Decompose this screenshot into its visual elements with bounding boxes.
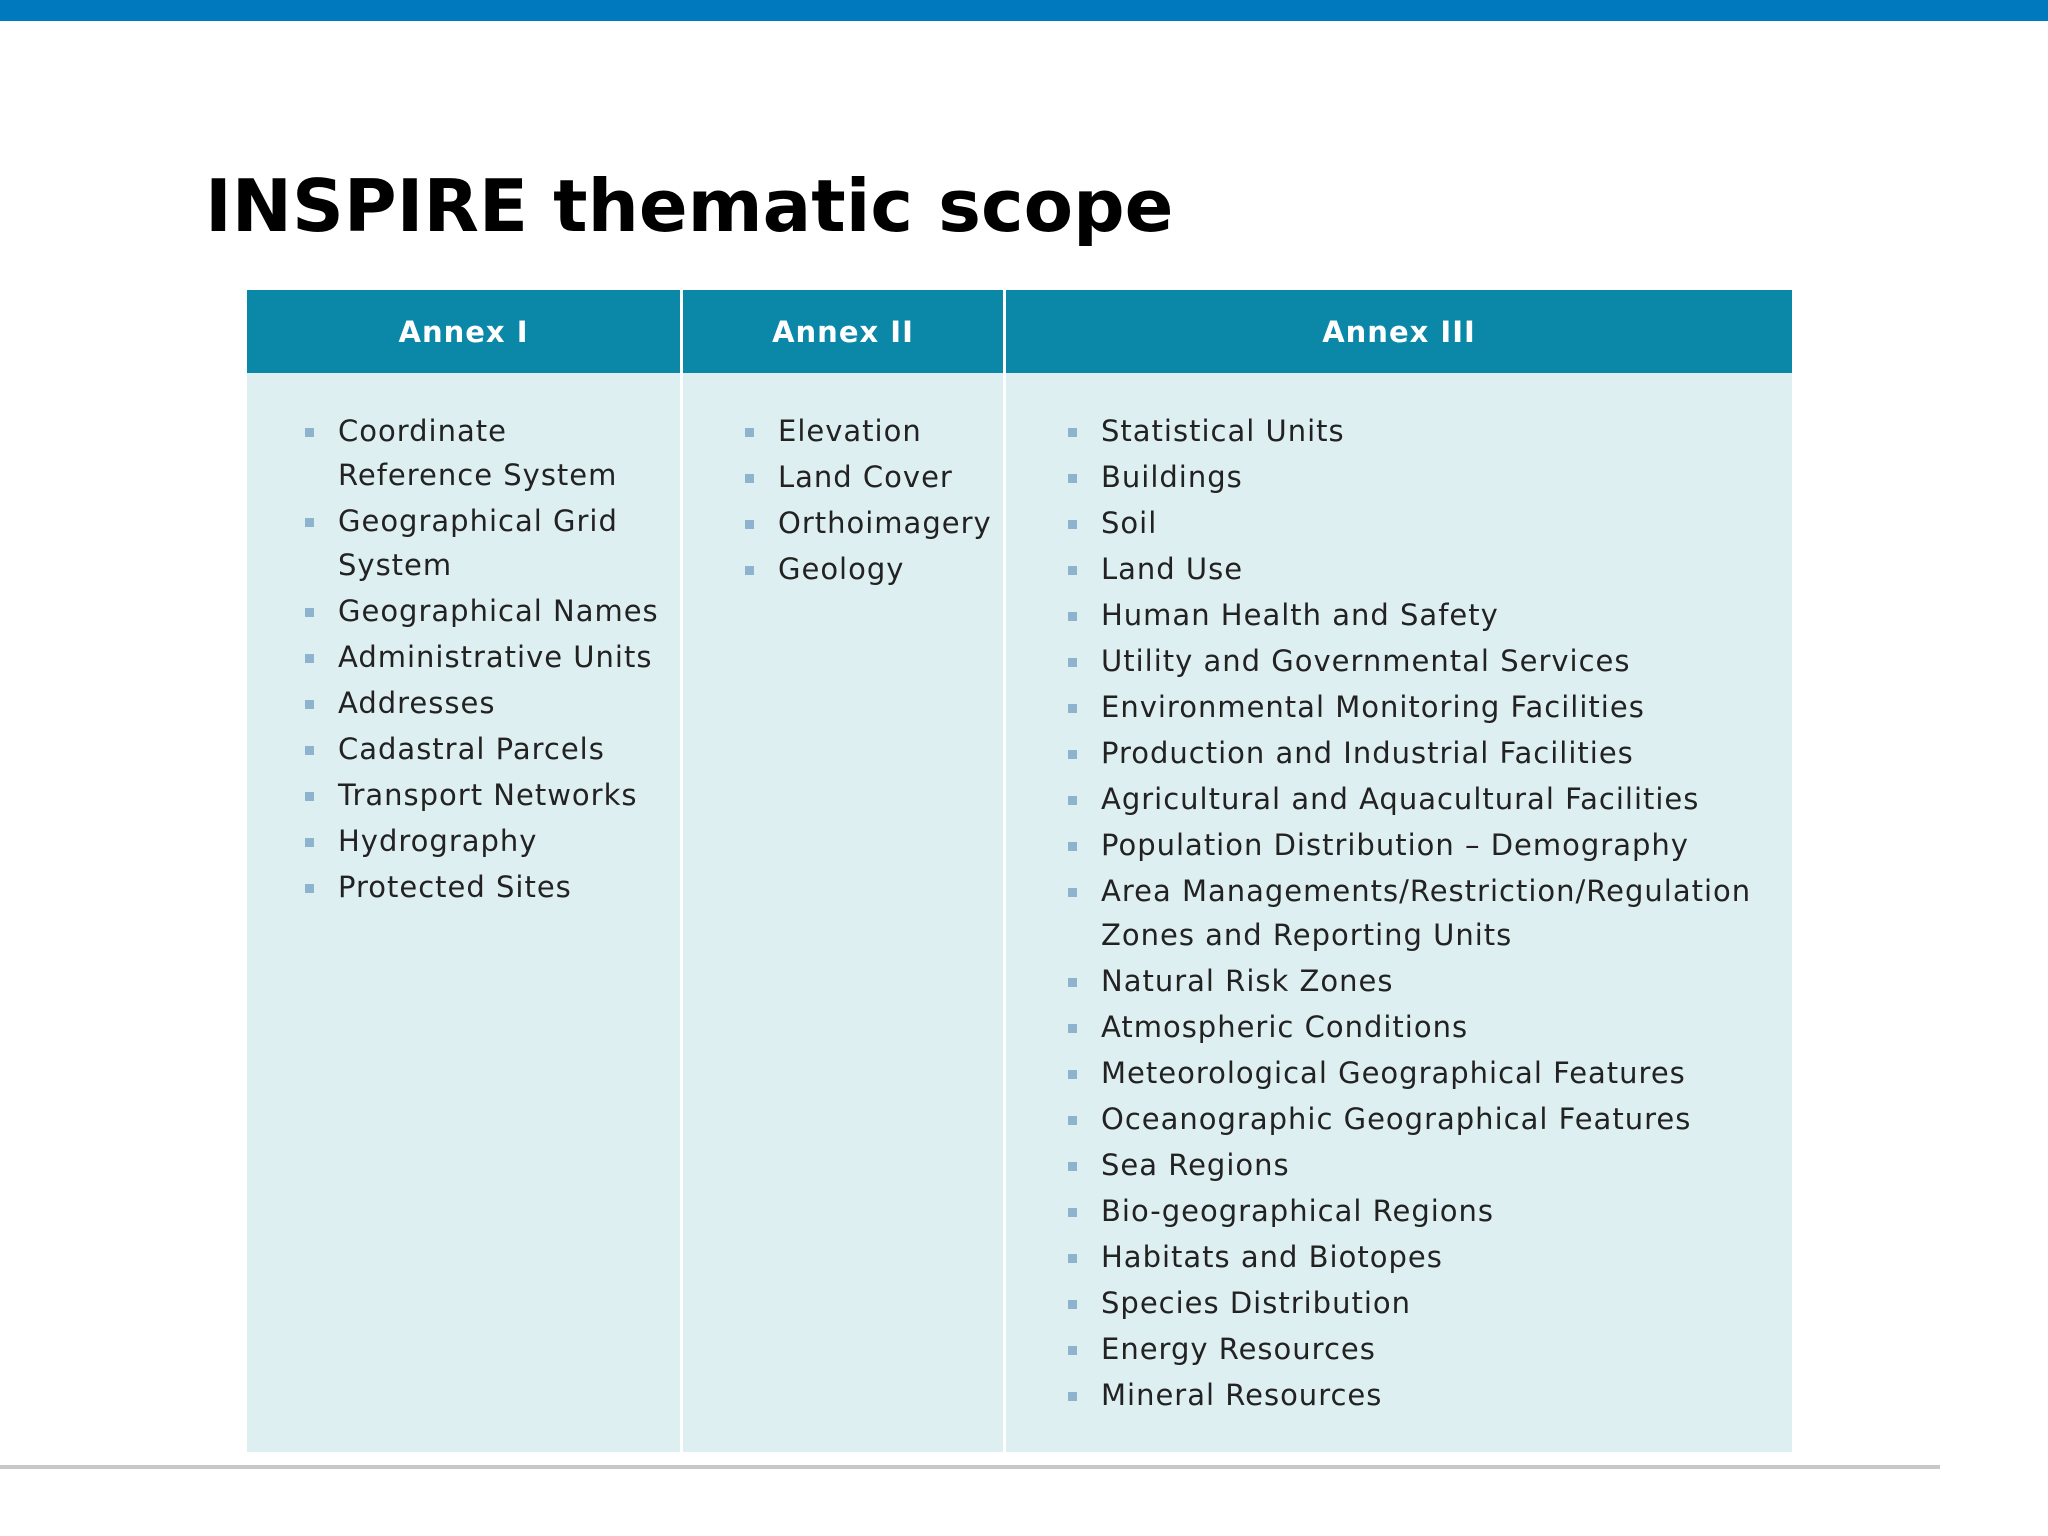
list-item [1068, 1373, 1782, 1417]
list-item-label: Utility and Governmental Services [1101, 644, 1631, 678]
list-item [1068, 1327, 1782, 1371]
list-item [1068, 455, 1782, 499]
square-bullet-icon [1068, 1116, 1077, 1125]
annex-3-column [1006, 290, 1792, 1452]
square-bullet-icon [1068, 978, 1077, 987]
list-item-label: Bio-geographical Regions [1101, 1194, 1495, 1228]
list-item-label: Agricultural and Aquacultural Facilities [1101, 782, 1700, 816]
list-item [1068, 593, 1782, 637]
square-bullet-icon [1068, 1254, 1077, 1263]
square-bullet-icon [305, 746, 314, 755]
top-accent-bar [0, 0, 2048, 21]
list-item [305, 635, 670, 679]
square-bullet-icon [305, 518, 314, 527]
square-bullet-icon [305, 884, 314, 893]
list-item-label: Population Distribution – Demography [1101, 828, 1689, 862]
list-item-label: Statistical Units [1101, 414, 1345, 448]
list-item-label: Addresses [338, 686, 496, 720]
list-item-label: Mineral Resources [1101, 1378, 1383, 1412]
annex-1-column [247, 290, 680, 1452]
list-item-label: Geographical Grid System [338, 504, 618, 582]
list-item [1068, 547, 1782, 591]
list-item [1068, 1189, 1782, 1233]
list-item-label: Orthoimagery [778, 506, 992, 540]
square-bullet-icon [305, 608, 314, 617]
square-bullet-icon [745, 520, 754, 529]
square-bullet-icon [745, 566, 754, 575]
list-item [1068, 1097, 1782, 1141]
square-bullet-icon [1068, 888, 1077, 897]
list-item-label: Administrative Units [338, 640, 653, 674]
list-item-label: Oceanographic Geographical Features [1101, 1102, 1692, 1136]
square-bullet-icon [1068, 612, 1077, 621]
annex-1-body [247, 373, 680, 1452]
list-item-label: Coordinate Reference System [338, 414, 618, 492]
list-item [1068, 823, 1782, 867]
list-item [745, 409, 997, 453]
square-bullet-icon [1068, 1300, 1077, 1309]
square-bullet-icon [745, 474, 754, 483]
list-item [305, 589, 670, 633]
list-item-label: Environmental Monitoring Facilities [1101, 690, 1645, 724]
list-item [745, 547, 997, 591]
list-item [1068, 639, 1782, 683]
square-bullet-icon [1068, 520, 1077, 529]
list-item-label: Land Cover [778, 460, 953, 494]
list-item-label: Area Managements/Restriction/Regulation Zones and Reporting Units [1101, 874, 1752, 952]
list-item-label: Energy Resources [1101, 1332, 1376, 1366]
square-bullet-icon [1068, 1070, 1077, 1079]
list-item [305, 499, 670, 587]
annex-3-body [1006, 373, 1792, 1452]
list-item [1068, 959, 1782, 1003]
list-item-label: Atmospheric Conditions [1101, 1010, 1469, 1044]
list-item [1068, 1281, 1782, 1325]
list-item-label: Buildings [1101, 460, 1243, 494]
square-bullet-icon [1068, 474, 1077, 483]
list-item-label: Habitats and Biotopes [1101, 1240, 1443, 1274]
list-item [1068, 777, 1782, 821]
square-bullet-icon [1068, 1208, 1077, 1217]
square-bullet-icon [1068, 796, 1077, 805]
list-item [305, 773, 670, 817]
list-item-label: Species Distribution [1101, 1286, 1412, 1320]
list-item-label: Sea Regions [1101, 1148, 1290, 1182]
list-item-label: Natural Risk Zones [1101, 964, 1394, 998]
slide-title: INSPIRE thematic scope [205, 164, 1174, 248]
annex-1-list [247, 409, 680, 909]
list-item-label: Cadastral Parcels [338, 732, 605, 766]
annex-2-header: Annex II [683, 290, 1003, 373]
list-item [1068, 1143, 1782, 1187]
list-item [305, 865, 670, 909]
square-bullet-icon [1068, 1346, 1077, 1355]
list-item-label: Elevation [778, 414, 922, 448]
list-item [1068, 409, 1782, 453]
list-item [305, 819, 670, 863]
list-item-label: Geology [778, 552, 905, 586]
list-item-label: Human Health and Safety [1101, 598, 1499, 632]
list-item-label: Land Use [1101, 552, 1244, 586]
annex-2-body [683, 373, 1003, 1452]
square-bullet-icon [1068, 704, 1077, 713]
list-item [1068, 501, 1782, 545]
list-item [305, 727, 670, 771]
list-item-label: Production and Industrial Facilities [1101, 736, 1634, 770]
annex-2-list [683, 409, 1003, 591]
square-bullet-icon [305, 654, 314, 663]
list-item [1068, 731, 1782, 775]
list-item [745, 455, 997, 499]
list-item [1068, 685, 1782, 729]
list-item [305, 681, 670, 725]
square-bullet-icon [1068, 842, 1077, 851]
list-item-label: Protected Sites [338, 870, 572, 904]
square-bullet-icon [1068, 750, 1077, 759]
square-bullet-icon [1068, 1024, 1077, 1033]
list-item [1068, 1005, 1782, 1049]
square-bullet-icon [745, 428, 754, 437]
list-item [1068, 1051, 1782, 1095]
square-bullet-icon [305, 428, 314, 437]
annex-table [247, 290, 1792, 1452]
square-bullet-icon [1068, 1392, 1077, 1401]
annex-3-list [1006, 409, 1792, 1417]
annex-2-column [683, 290, 1003, 1452]
annex-3-header: Annex III [1006, 290, 1792, 373]
square-bullet-icon [1068, 1162, 1077, 1171]
list-item [1068, 1235, 1782, 1279]
list-item-label: Geographical Names [338, 594, 659, 628]
list-item [745, 501, 997, 545]
square-bullet-icon [305, 792, 314, 801]
square-bullet-icon [1068, 566, 1077, 575]
list-item-label: Soil [1101, 506, 1158, 540]
annex-1-header: Annex I [247, 290, 680, 373]
list-item-label: Meteorological Geographical Features [1101, 1056, 1686, 1090]
list-item-label: Hydrography [338, 824, 538, 858]
square-bullet-icon [1068, 658, 1077, 667]
list-item [305, 409, 670, 497]
list-item [1068, 869, 1782, 957]
list-item-label: Transport Networks [338, 778, 638, 812]
square-bullet-icon [305, 838, 314, 847]
footer-divider [0, 1465, 1940, 1469]
square-bullet-icon [305, 700, 314, 709]
square-bullet-icon [1068, 428, 1077, 437]
